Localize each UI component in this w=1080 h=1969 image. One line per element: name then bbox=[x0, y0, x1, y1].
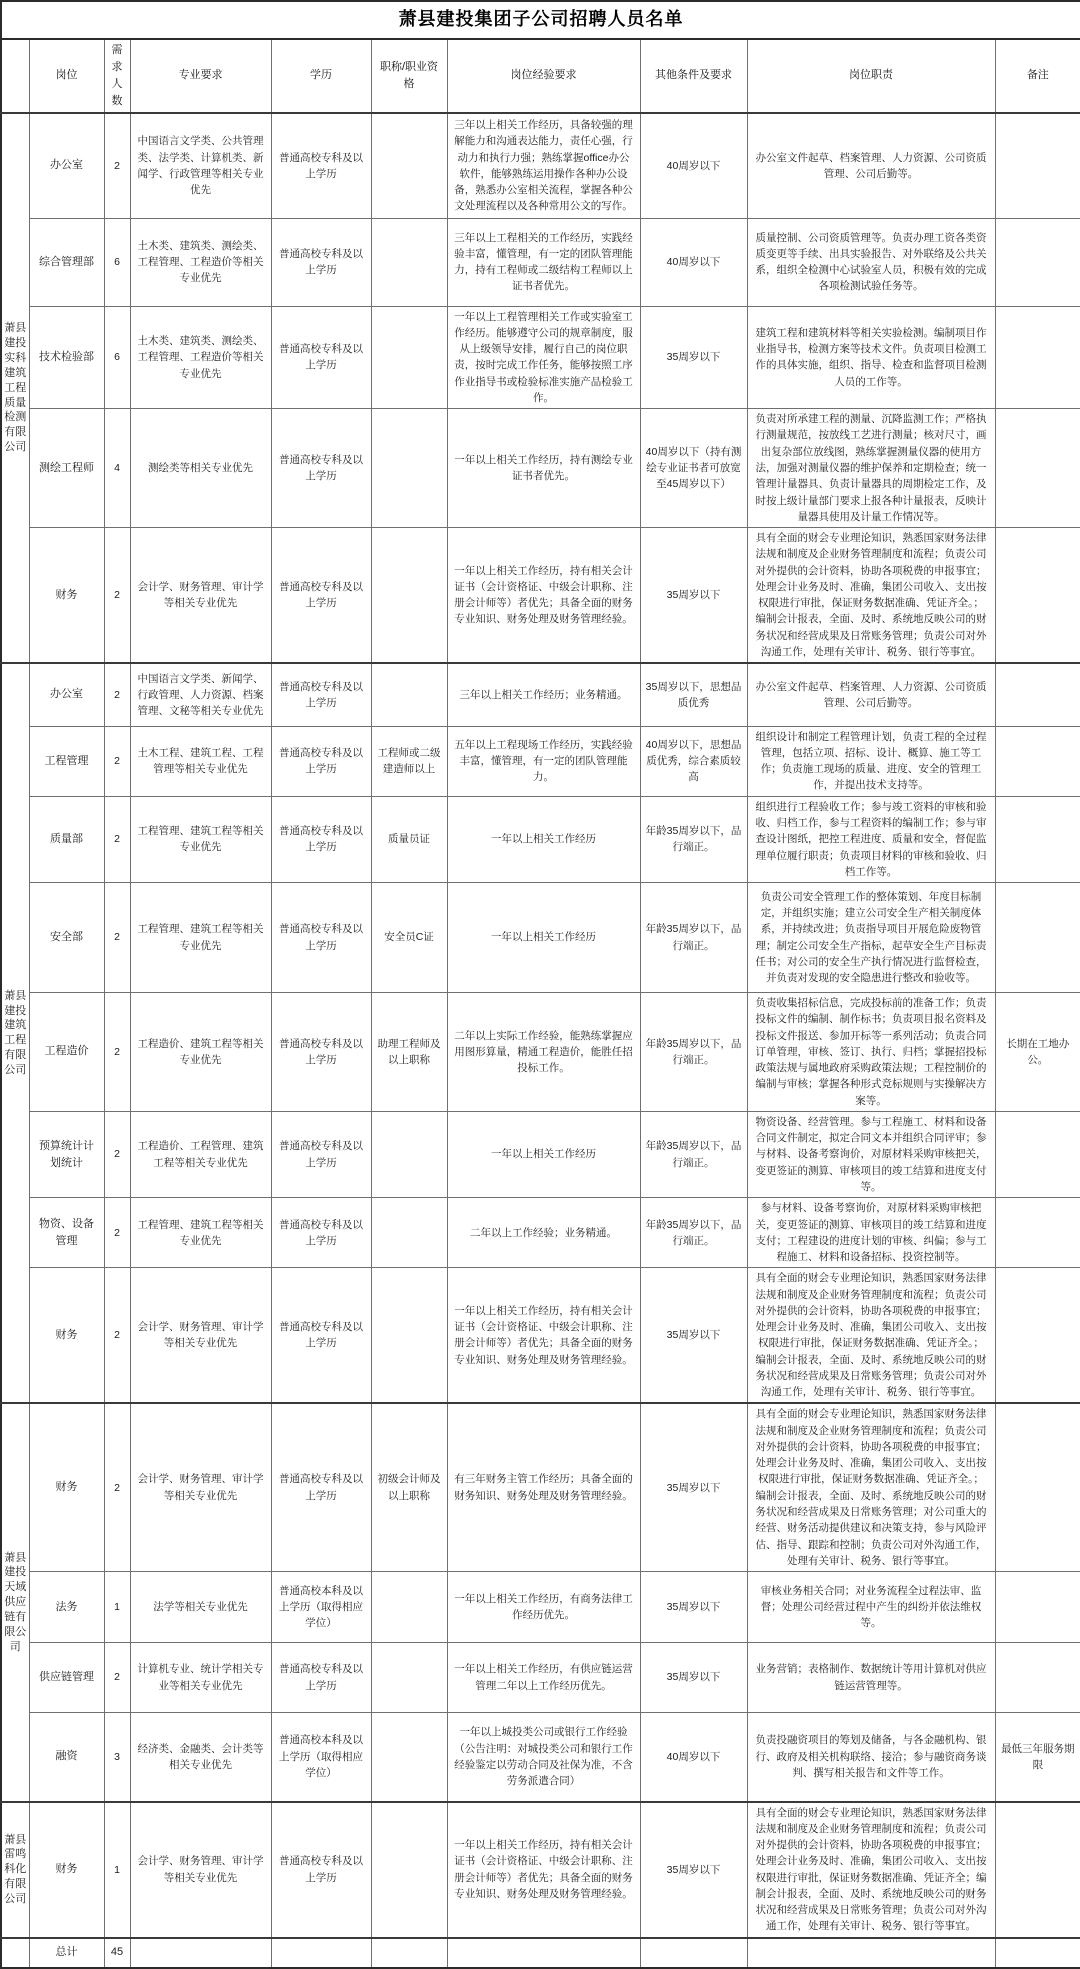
table-row bbox=[1, 1643, 1080, 1713]
position-cell: 融资 bbox=[29, 1713, 104, 1802]
remark-cell bbox=[995, 1268, 1080, 1404]
table-row bbox=[1, 726, 1080, 796]
experience-cell: 有三年财务主管工作经历；具备全面的财务知识、财务处理及财务管理经验。 bbox=[447, 1403, 640, 1571]
experience-cell: 一年以上城投类公司或银行工作经验（公告注明：对城投类公司和银行工作经验鉴定以劳动合同及社保为准，不含劳务派遣合同） bbox=[447, 1713, 640, 1802]
duties-cell: 办公室文件起草、档案管理、人力资源、公司资质管理、公司后勤等。 bbox=[747, 113, 995, 218]
certificate-cell bbox=[371, 663, 447, 726]
education-cell: 普通高校专科及以上学历 bbox=[271, 663, 371, 726]
remark-cell bbox=[995, 306, 1080, 409]
duties-cell: 审核业务相关合同；对业务流程全过程法审、监督；处理公司经营过程中产生的纠纷并依法维权等。 bbox=[747, 1572, 995, 1643]
duties-cell: 组织进行工程验收工作；参与竣工资料的审核和验收、归档工作，参与工程资料的编制工作；参与审查设计图纸，把控工程进度、质量和安全，督促监理单位履行职责；负责项目材料的审核和验收、归档工作等。 bbox=[747, 796, 995, 882]
count-cell: 2 bbox=[104, 796, 130, 882]
remark-cell bbox=[995, 1572, 1080, 1643]
remark-cell bbox=[995, 1643, 1080, 1713]
position-cell: 办公室 bbox=[29, 663, 104, 726]
column-header-major: 专业要求 bbox=[130, 39, 271, 113]
major-cell: 会计学、财务管理、审计学等相关专业优先 bbox=[130, 1802, 271, 1938]
other-cell: 35周岁以下 bbox=[640, 306, 747, 409]
duties-cell: 负责收集招标信息，完成投标前的准备工作；负责投标文件的编制、制作标书；负责项目报名资料及投标文件报送、参加开标等一系列活动；负责合同订单管理，审核、签订、执行、归档；掌握招投标政策法规与属地政府采购政策法规；工程控制价的编制与审核；掌握各种形式竞标规则与实操解决方案等。 bbox=[747, 993, 995, 1112]
major-cell: 工程造价、建筑工程等相关专业优先 bbox=[130, 993, 271, 1112]
count-cell: 6 bbox=[104, 306, 130, 409]
column-header-row bbox=[1, 39, 1080, 113]
other-cell: 35周岁以下 bbox=[640, 528, 747, 664]
remark-cell: 最低三年服务期限 bbox=[995, 1713, 1080, 1802]
certificate-cell bbox=[371, 1802, 447, 1938]
duties-cell: 负责投融资项目的筹划及储备，与各金融机构、银行、政府及相关机构联络、接洽；参与融资商务谈判、撰写相关报告和文件等工作。 bbox=[747, 1713, 995, 1802]
table-row bbox=[1, 663, 1080, 726]
position-cell: 财务 bbox=[29, 1403, 104, 1571]
certificate-cell bbox=[371, 1198, 447, 1268]
duties-cell: 物资设备、经营管理。参与工程施工、材料和设备合同文件制定，拟定合同文本并组织合同评审；参与材料、设备考察询价，对原材料采购审核把关，变更签证的测算、审核项目的竣工结算和进度支付等。 bbox=[747, 1111, 995, 1197]
duties-cell: 具有全面的财会专业理论知识，熟悉国家财务法律法规和制度及企业财务管理制度和流程；负责公司对外提供的会计资料，协助各项税费的申报事宜；处理会计业务及时、准确，集团公司收入、支出按权限进行审批，保证财务数据准确、凭证齐全；编制会计报表，全面、及时、系统地反映公司的财务状况和经营成果及日常账务管理；负责公司对外沟通工作，处理有关审计、税务、银行等事宜。 bbox=[747, 1802, 995, 1938]
count-cell: 2 bbox=[104, 1403, 130, 1571]
certificate-cell bbox=[371, 306, 447, 409]
experience-cell: 一年以上相关工作经历，有供应链运营管理二年以上工作经历优先。 bbox=[447, 1643, 640, 1713]
total-row bbox=[1, 1938, 1080, 1968]
education-cell: 普通高校专科及以上学历 bbox=[271, 1268, 371, 1404]
major-cell: 中国语言文学类、新闻学、行政管理、人力资源、档案管理、文秘等相关专业优先 bbox=[130, 663, 271, 726]
other-cell: 35周岁以下，思想品质优秀 bbox=[640, 663, 747, 726]
major-cell: 计算机专业、统计学相关专业等相关专业优先 bbox=[130, 1643, 271, 1713]
major-cell: 经济类、金融类、会计类等相关专业优先 bbox=[130, 1713, 271, 1802]
experience-cell: 一年以上工程管理相关工作或实验室工作经历。能够遵守公司的规章制度，服从上级领导安排，履行自己的岗位职责，按时完成工作任务，能够按照工序作业指导书或检验标准实施产品检验工作。 bbox=[447, 306, 640, 409]
education-cell: 普通高校本科及以上学历（取得相应学位） bbox=[271, 1572, 371, 1643]
duties-cell: 组织设计和制定工程管理计划，负责工程的全过程管理，包括立项、招标、设计、概算、施工等工作；负责施工现场的质量、进度、安全的管理工作，并提出技术支持等。 bbox=[747, 726, 995, 796]
duties-cell: 负责对所承建工程的测量、沉降监测工作；严格执行测量规范，按放线工艺进行测量；核对尺寸，画出复杂部位放线图，熟练掌握测量仪器的使用方法，加强对测量仪器的维护保养和定期检查；统一管理计量器具、负责计量器具的周期检定工作，及时按上级计量部门要求上报各种计量报表，反映计量器具使用及计量工作情况等。 bbox=[747, 409, 995, 528]
table-row bbox=[1, 1198, 1080, 1268]
remark-cell bbox=[995, 1198, 1080, 1268]
major-cell: 工程管理、建筑工程等相关专业优先 bbox=[130, 883, 271, 993]
remark-cell bbox=[995, 528, 1080, 664]
table-row bbox=[1, 1268, 1080, 1404]
table-row bbox=[1, 796, 1080, 882]
major-cell: 工程管理、建筑工程等相关专业优先 bbox=[130, 796, 271, 882]
duties-cell: 具有全面的财会专业理论知识，熟悉国家财务法律法规和制度及企业财务管理制度和流程；负责公司对外提供的会计资料，协助各项税费的申报事宜；处理会计业务及时、准确，集团公司收入、支出按权限进行审批，保证财务数据准确、凭证齐全。；编制会计报表，全面、及时、系统地反映公司的财务状况和经营成果及日常账务管理；负责公司对外沟通工作，处理有关审计、税务、银行等事宜。 bbox=[747, 528, 995, 664]
major-cell: 工程管理、建筑工程等相关专业优先 bbox=[130, 1198, 271, 1268]
certificate-cell: 初级会计师及以上职称 bbox=[371, 1403, 447, 1571]
empty-cell bbox=[995, 1938, 1080, 1968]
major-cell: 土木类、建筑类、测绘类、工程管理、工程造价等相关专业优先 bbox=[130, 218, 271, 306]
company-name: 萧县建投实科建筑工程质量检测有限公司 bbox=[1, 113, 29, 663]
table-row bbox=[1, 883, 1080, 993]
experience-cell: 三年以上工程相关的工作经历，实践经验丰富，懂管理，有一定的团队管理能力，持有工程师或二级结构工程师以上证书者优先。 bbox=[447, 218, 640, 306]
major-cell: 会计学、财务管理、审计学等相关专业优先 bbox=[130, 1403, 271, 1571]
total-count: 45 bbox=[104, 1938, 130, 1968]
certificate-cell bbox=[371, 1572, 447, 1643]
empty-cell bbox=[271, 1938, 371, 1968]
count-cell: 4 bbox=[104, 409, 130, 528]
education-cell: 普通高校专科及以上学历 bbox=[271, 528, 371, 664]
experience-cell: 一年以上相关工作经历，持有测绘专业证书者优先。 bbox=[447, 409, 640, 528]
duties-cell: 业务营销；表格制作、数据统计等用计算机对供应链运营管理等。 bbox=[747, 1643, 995, 1713]
experience-cell: 二年以上工作经验；业务精通。 bbox=[447, 1198, 640, 1268]
total-label: 总计 bbox=[29, 1938, 104, 1968]
education-cell: 普通高校专科及以上学历 bbox=[271, 1111, 371, 1197]
remark-cell bbox=[995, 113, 1080, 218]
duties-cell: 质量控制、公司资质管理等。负责办理工资各类资质变更等手续、出具实验报告、对外联络及公共关系，组织全检测中心试验室人员，积极有效的完成各项检测试验任务等。 bbox=[747, 218, 995, 306]
position-cell: 工程管理 bbox=[29, 726, 104, 796]
certificate-cell bbox=[371, 409, 447, 528]
column-header-duties: 岗位职责 bbox=[747, 39, 995, 113]
major-cell: 测绘类等相关专业优先 bbox=[130, 409, 271, 528]
table-row bbox=[1, 1111, 1080, 1197]
education-cell: 普通高校专科及以上学历 bbox=[271, 726, 371, 796]
other-cell: 40周岁以下 bbox=[640, 218, 747, 306]
column-header-count: 需求人数 bbox=[104, 39, 130, 113]
experience-cell: 三年以上相关工作经历，具备较强的理解能力和沟通表达能力，责任心强，行动力和执行力强；熟练掌握office办公软件，能够熟练运用操作各种办公设备，熟悉办公室相关流程，掌握各种公文处理流程以及各种常用公文的写作。 bbox=[447, 113, 640, 218]
count-cell: 2 bbox=[104, 993, 130, 1112]
table-row bbox=[1, 218, 1080, 306]
position-cell: 财务 bbox=[29, 1802, 104, 1938]
certificate-cell bbox=[371, 1713, 447, 1802]
education-cell: 普通高校专科及以上学历 bbox=[271, 1403, 371, 1571]
empty-cell bbox=[1, 1938, 29, 1968]
certificate-cell bbox=[371, 113, 447, 218]
count-cell: 2 bbox=[104, 1198, 130, 1268]
other-cell: 35周岁以下 bbox=[640, 1403, 747, 1571]
remark-cell: 长期在工地办公。 bbox=[995, 993, 1080, 1112]
certificate-cell bbox=[371, 1643, 447, 1713]
count-cell: 2 bbox=[104, 1111, 130, 1197]
position-cell: 工程造价 bbox=[29, 993, 104, 1112]
other-cell: 35周岁以下 bbox=[640, 1802, 747, 1938]
duties-cell: 具有全面的财会专业理论知识，熟悉国家财务法律法规和制度及企业财务管理制度和流程；负责公司对外提供的会计资料，协助各项税费的申报事宜；处理会计业务及时、准确，集团公司收入、支出按权限进行审批，保证财务数据准确、凭证齐全。；编制会计报表，全面、及时、系统地反映公司的财务状况和经营成果及日常账务管理；负责公司对外沟通工作，处理有关审计、税务、银行等事宜。 bbox=[747, 1268, 995, 1404]
count-cell: 2 bbox=[104, 883, 130, 993]
major-cell: 法学等相关专业优先 bbox=[130, 1572, 271, 1643]
column-header-position: 岗位 bbox=[29, 39, 104, 113]
duties-cell: 参与材料、设备考察询价，对原材料采购审核把关，变更签证的测算、审核项目的竣工结算和进度支付；工程建设的进度计划的审核、纠偏；参与工程施工、材料和设备招标、投资控制等。 bbox=[747, 1198, 995, 1268]
position-cell: 物资、设备管理 bbox=[29, 1198, 104, 1268]
company-name: 萧县雷鸣科化有限公司 bbox=[1, 1802, 29, 1938]
other-cell: 35周岁以下 bbox=[640, 1572, 747, 1643]
page-title: 萧县建投集团子公司招聘人员名单 bbox=[1, 1, 1080, 39]
company-column-header bbox=[1, 39, 29, 113]
experience-cell: 二年以上实际工作经验，能熟练掌握应用图形算量，精通工程造价，能胜任招投标工作。 bbox=[447, 993, 640, 1112]
count-cell: 2 bbox=[104, 1643, 130, 1713]
major-cell: 会计学、财务管理、审计学等相关专业优先 bbox=[130, 528, 271, 664]
table-row bbox=[1, 306, 1080, 409]
duties-cell: 建筑工程和建筑材料等相关实验检测。编制项目作业指导书，检测方案等技术文件。负责项目检测工作的具体实施，组织、指导、检查和监督项目检测人员的工作等。 bbox=[747, 306, 995, 409]
position-cell: 法务 bbox=[29, 1572, 104, 1643]
count-cell: 2 bbox=[104, 1268, 130, 1404]
other-cell: 年龄35周岁以下，品行端正。 bbox=[640, 796, 747, 882]
other-cell: 40周岁以下 bbox=[640, 1713, 747, 1802]
count-cell: 1 bbox=[104, 1572, 130, 1643]
other-cell: 35周岁以下 bbox=[640, 1643, 747, 1713]
experience-cell: 五年以上工程现场工作经历，实践经验丰富，懂管理，有一定的团队管理能力。 bbox=[447, 726, 640, 796]
education-cell: 普通高校专科及以上学历 bbox=[271, 306, 371, 409]
remark-cell bbox=[995, 1111, 1080, 1197]
education-cell: 普通高校专科及以上学历 bbox=[271, 218, 371, 306]
remark-cell bbox=[995, 1403, 1080, 1571]
empty-cell bbox=[371, 1938, 447, 1968]
remark-cell bbox=[995, 409, 1080, 528]
position-cell: 供应链管理 bbox=[29, 1643, 104, 1713]
major-cell: 工程造价、工程管理、建筑工程等相关专业优先 bbox=[130, 1111, 271, 1197]
position-cell: 财务 bbox=[29, 1268, 104, 1404]
major-cell: 中国语言文学类、公共管理类、法学类、计算机类、新闻学、行政管理等相关专业优先 bbox=[130, 113, 271, 218]
column-header-other: 其他条件及要求 bbox=[640, 39, 747, 113]
position-cell: 质量部 bbox=[29, 796, 104, 882]
experience-cell: 一年以上相关工作经历 bbox=[447, 883, 640, 993]
remark-cell bbox=[995, 663, 1080, 726]
certificate-cell bbox=[371, 1111, 447, 1197]
remark-cell bbox=[995, 218, 1080, 306]
certificate-cell bbox=[371, 218, 447, 306]
column-header-education: 学历 bbox=[271, 39, 371, 113]
table-row bbox=[1, 113, 1080, 218]
other-cell: 40周岁以下（持有测绘专业证书者可放宽至45周岁以下） bbox=[640, 409, 747, 528]
experience-cell: 一年以上相关工作经历，持有相关会计证书（会计资格证、中级会计职称、注册会计师等）者优先；具备全面的财务专业知识、财务处理及财务管理经验。 bbox=[447, 1802, 640, 1938]
position-cell: 财务 bbox=[29, 528, 104, 664]
position-cell: 技术检验部 bbox=[29, 306, 104, 409]
column-header-remark: 备注 bbox=[995, 39, 1080, 113]
education-cell: 普通高校专科及以上学历 bbox=[271, 1198, 371, 1268]
position-cell: 安全部 bbox=[29, 883, 104, 993]
count-cell: 2 bbox=[104, 726, 130, 796]
other-cell: 40周岁以下 bbox=[640, 113, 747, 218]
experience-cell: 一年以上相关工作经历，有商务法律工作经历优先。 bbox=[447, 1572, 640, 1643]
remark-cell bbox=[995, 1802, 1080, 1938]
education-cell: 普通高校专科及以上学历 bbox=[271, 1643, 371, 1713]
empty-cell bbox=[640, 1938, 747, 1968]
certificate-cell: 工程师或二级建造师以上 bbox=[371, 726, 447, 796]
count-cell: 2 bbox=[104, 663, 130, 726]
count-cell: 2 bbox=[104, 528, 130, 664]
experience-cell: 一年以上相关工作经历 bbox=[447, 796, 640, 882]
count-cell: 6 bbox=[104, 218, 130, 306]
education-cell: 普通高校专科及以上学历 bbox=[271, 796, 371, 882]
title-row bbox=[1, 1, 1080, 39]
experience-cell: 一年以上相关工作经历，持有相关会计证书（会计资格证、中级会计职称、注册会计师等）者优先；具备全面的财务专业知识、财务处理及财务管理经验。 bbox=[447, 528, 640, 664]
remark-cell bbox=[995, 796, 1080, 882]
table-row bbox=[1, 1403, 1080, 1571]
table-row bbox=[1, 528, 1080, 664]
table-row bbox=[1, 1713, 1080, 1802]
table-row bbox=[1, 1572, 1080, 1643]
education-cell: 普通高校专科及以上学历 bbox=[271, 409, 371, 528]
position-cell: 办公室 bbox=[29, 113, 104, 218]
company-name: 萧县建投天域供应链有限公司 bbox=[1, 1403, 29, 1801]
duties-cell: 负责公司安全管理工作的整体策划、年度目标制定，并组织实施；建立公司安全生产相关制度体系，并持续改进；负责指导项目开展危险废物管理；制定公司安全生产指标，起草安全生产目标责任书；对公司的安全生产执行情况进行监督检查，并负责对发现的安全隐患进行整改和验收等。 bbox=[747, 883, 995, 993]
position-cell: 测绘工程师 bbox=[29, 409, 104, 528]
remark-cell bbox=[995, 726, 1080, 796]
other-cell: 年龄35周岁以下，品行端正。 bbox=[640, 1111, 747, 1197]
experience-cell: 一年以上相关工作经历 bbox=[447, 1111, 640, 1197]
duties-cell: 办公室文件起草、档案管理、人力资源、公司资质管理、公司后勤等。 bbox=[747, 663, 995, 726]
experience-cell: 三年以上相关工作经历；业务精通。 bbox=[447, 663, 640, 726]
table-row bbox=[1, 993, 1080, 1112]
remark-cell bbox=[995, 883, 1080, 993]
duties-cell: 具有全面的财会专业理论知识，熟悉国家财务法律法规和制度及企业财务管理制度和流程；负责公司对外提供的会计资料，协助各项税费的申报事宜；处理会计业务及时、准确，集团公司收入、支出按权限进行审批，保证财务数据准确、凭证齐全。；编制会计报表，全面、及时、系统地反映公司的财务状况和经营成果及日常账务管理；对公司重大的经营、财务活动提供建议和决策支持，参与风险评估、指导、跟踪和控制；负责公司对外沟通工作，处理有关审计、税务、银行等事宜。 bbox=[747, 1403, 995, 1571]
count-cell: 1 bbox=[104, 1802, 130, 1938]
certificate-cell: 助理工程师及以上职称 bbox=[371, 993, 447, 1112]
empty-cell bbox=[747, 1938, 995, 1968]
certificate-cell bbox=[371, 1268, 447, 1404]
other-cell: 40周岁以下，思想品质优秀，综合素质较高 bbox=[640, 726, 747, 796]
major-cell: 会计学、财务管理、审计学等相关专业优先 bbox=[130, 1268, 271, 1404]
major-cell: 土木工程、建筑工程、工程管理等相关专业优先 bbox=[130, 726, 271, 796]
empty-cell bbox=[130, 1938, 271, 1968]
other-cell: 年龄35周岁以下，品行端正。 bbox=[640, 993, 747, 1112]
certificate-cell bbox=[371, 528, 447, 664]
count-cell: 2 bbox=[104, 113, 130, 218]
education-cell: 普通高校专科及以上学历 bbox=[271, 883, 371, 993]
education-cell: 普通高校本科及以上学历（取得相应学位） bbox=[271, 1713, 371, 1802]
column-header-certificate: 职称/职业资格 bbox=[371, 39, 447, 113]
other-cell: 35周岁以下 bbox=[640, 1268, 747, 1404]
company-name: 萧县建投建筑工程有限公司 bbox=[1, 663, 29, 1403]
education-cell: 普通高校专科及以上学历 bbox=[271, 1802, 371, 1938]
certificate-cell: 安全员C证 bbox=[371, 883, 447, 993]
table-body bbox=[1, 113, 1080, 1968]
experience-cell: 一年以上相关工作经历，持有相关会计证书（会计资格证、中级会计职称、注册会计师等）者优先；具备全面的财务专业知识、财务处理及财务管理经验。 bbox=[447, 1268, 640, 1404]
other-cell: 年龄35周岁以下，品行端正。 bbox=[640, 883, 747, 993]
position-cell: 综合管理部 bbox=[29, 218, 104, 306]
position-cell: 预算统计计划统计 bbox=[29, 1111, 104, 1197]
empty-cell bbox=[447, 1938, 640, 1968]
count-cell: 3 bbox=[104, 1713, 130, 1802]
education-cell: 普通高校专科及以上学历 bbox=[271, 993, 371, 1112]
table-row bbox=[1, 1802, 1080, 1938]
major-cell: 土木类、建筑类、测绘类、工程管理、工程造价等相关专业优先 bbox=[130, 306, 271, 409]
certificate-cell: 质量员证 bbox=[371, 796, 447, 882]
education-cell: 普通高校专科及以上学历 bbox=[271, 113, 371, 218]
column-header-experience: 岗位经验要求 bbox=[447, 39, 640, 113]
table-row bbox=[1, 409, 1080, 528]
other-cell: 年龄35周岁以下，品行端正。 bbox=[640, 1198, 747, 1268]
